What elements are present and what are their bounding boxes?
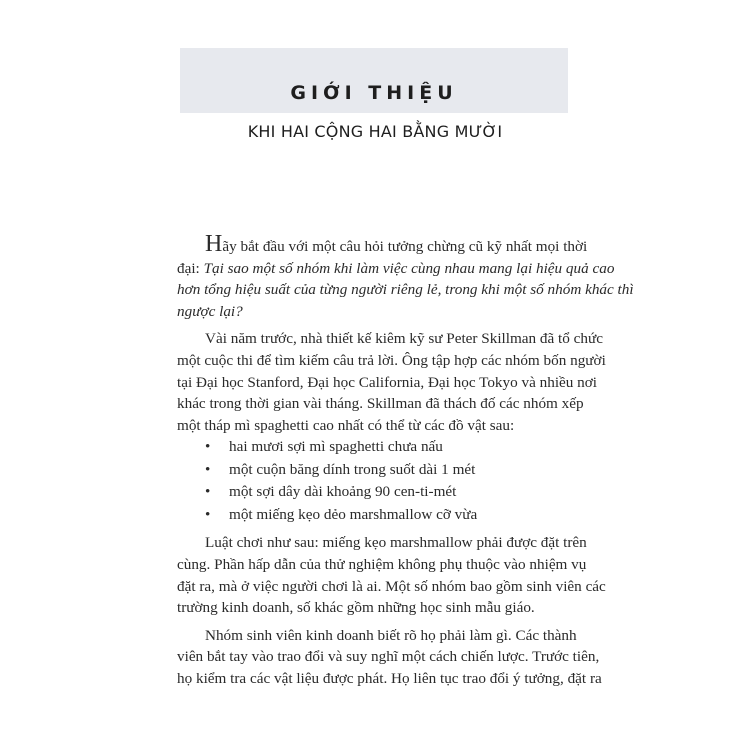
text-line: Vài năm trước, nhà thiết kế kiêm kỹ sư Peter Skillman đã tổ chức [205,330,603,348]
italic-question: ngược lại? [177,302,243,320]
text-line: tại Đại học Stanford, Đại học California, Đại học Tokyo và nhiều nơi [177,373,598,391]
text-line: một tháp mì spaghetti cao nhất có thể từ các đồ vật sau: [177,416,515,434]
bullet-icon: • [205,460,211,478]
list-item-text: một cuộn băng dính trong suốt dài 1 mét [229,460,476,478]
chapter-banner [180,48,568,113]
list-item-text: một miếng kẹo dẻo marshmallow cỡ vừa [229,505,478,523]
text-line: một cuộc thi để tìm kiếm câu trả lời. Ông tập hợp các nhóm bốn người [177,351,606,369]
text-line: Nhóm sinh viên kinh doanh biết rõ họ phải làm gì. Các thành [205,626,577,644]
bullet-icon: • [205,483,211,501]
list-item [177,436,558,459]
italic-question: hơn tổng hiệu suất của từng người riêng lẻ, trong khi một số nhóm khác thì [177,281,634,299]
text-line: đặt ra, mà ở việc người chơi là ai. Một số nhóm bao gồm sinh viên các [177,577,606,595]
paragraph-3 [177,532,606,618]
italic-question: Tại sao một số nhóm khi làm việc cùng nhau mang lại hiệu quả cao [203,259,615,277]
text-line: họ kiểm tra các vật liệu được phát. Họ liên tục trao đổi ý tưởng, đặt ra [177,669,602,687]
list-item-text: một sợi dây dài khoảng 90 cen-ti-mét [229,483,457,501]
list-item [177,504,558,527]
bullet-icon: • [205,505,211,523]
chapter-title: KHI HAI CỘNG HAI BẰNG MƯỜI [247,122,503,141]
text-line: Luật chơi như sau: miếng kẹo marshmallow phải được đặt trên [205,534,587,552]
text-line: ãy bắt đầu với một câu hỏi tưởng chừng cũ kỹ nhất mọi thời [222,238,588,255]
paragraph-1 [177,231,634,322]
bullet-list [177,436,558,526]
text-line: viên bắt tay vào trao đổi và suy nghĩ một cách chiến lược. Trước tiên, [177,648,600,666]
paragraph-4 [177,625,602,690]
text-line: trường kinh doanh, số khác gồm những học sinh mẫu giáo. [177,599,535,617]
body-text [177,231,634,690]
text-line: cùng. Phần hấp dẫn của thử nghiệm không phụ thuộc vào nhiệm vụ [177,555,587,573]
drop-cap: H [205,231,223,257]
bullet-icon: • [205,438,211,456]
list-item [177,481,558,504]
list-item-text: hai mươi sợi mì spaghetti chưa nấu [229,438,443,456]
chapter-label: GIỚI THIỆU [290,82,458,104]
list-item [177,459,558,482]
text-line: khác trong thời gian vài tháng. Skillman đã thách đố các nhóm xếp [177,395,584,413]
paragraph-2 [177,328,606,436]
text-line: đại: [177,259,204,277]
